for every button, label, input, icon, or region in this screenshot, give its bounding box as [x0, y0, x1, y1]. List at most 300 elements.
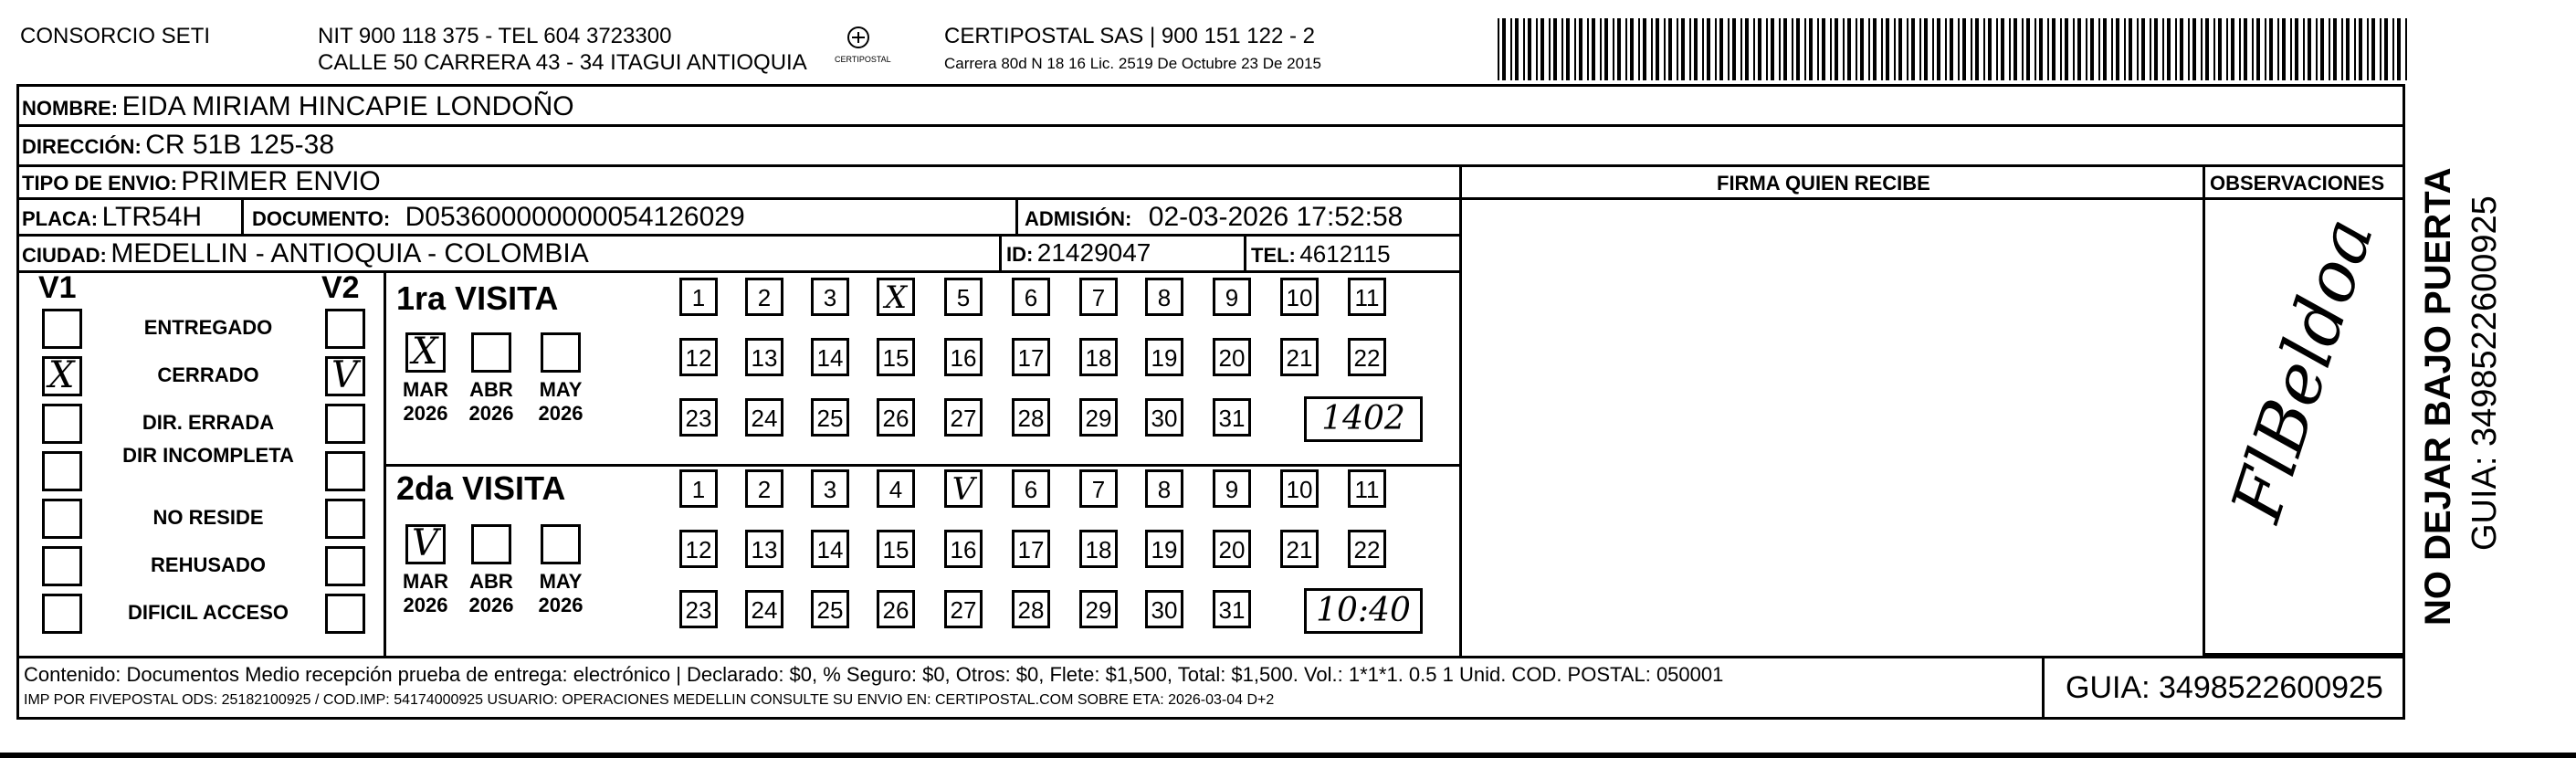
barcode-bar	[1668, 18, 1672, 80]
day-box[interactable]: 26	[877, 590, 915, 628]
day-box-checked[interactable]: V	[944, 469, 983, 508]
month-year: 2026	[538, 402, 584, 425]
day-box[interactable]: 31	[1213, 398, 1251, 437]
day-box[interactable]: 19	[1145, 338, 1183, 376]
barcode-bar	[2333, 18, 2337, 80]
barcode-bar	[2086, 18, 2087, 80]
barcode-bar	[1728, 18, 1730, 80]
signature: FlBeldoa	[2214, 208, 2390, 531]
barcode-bar	[2009, 18, 2011, 80]
month-year: 2026	[538, 594, 584, 616]
barcode-bar	[1868, 18, 1870, 80]
day-box[interactable]: 9	[1213, 469, 1251, 508]
barcode-bar	[2060, 18, 2062, 80]
admision-row	[1025, 202, 1403, 233]
v1-checkbox[interactable]	[42, 309, 82, 349]
direccion-label: DIRECCIÓN:	[22, 135, 142, 158]
day-box[interactable]: 17	[1012, 338, 1050, 376]
barcode-bar	[1604, 18, 1608, 80]
barcode-bar	[2090, 18, 2094, 80]
barcode-bar	[2346, 18, 2350, 80]
day-box[interactable]: 16	[944, 530, 983, 568]
day-box[interactable]: 4	[877, 469, 915, 508]
status-label: CERRADO	[157, 363, 259, 386]
barcode-bar	[2244, 18, 2247, 80]
barcode-bar	[1924, 18, 1928, 80]
month-checkbox[interactable]	[541, 524, 581, 564]
barcode-bar	[2397, 18, 2401, 80]
barcode-bar	[2141, 18, 2145, 80]
row-line	[16, 270, 1459, 273]
barcode-bar	[1702, 18, 1704, 80]
barcode-bar	[2180, 18, 2183, 80]
check-mark: V	[331, 354, 358, 396]
barcode-bar	[2001, 18, 2004, 80]
day-box[interactable]: 29	[1079, 398, 1118, 437]
barcode-bar	[1932, 18, 1934, 80]
footer-contenido: Contenido: Documentos Medio recepción prueba de entrega: electrónico | Declarado: $0, % Seguro: $0, Otros: $0, Flete: $1,500, Total: $1,500. Vol.: 1*1*1. 0.5 1 Unid. COD. POSTAL: 050001	[24, 663, 1724, 686]
time-box[interactable]: 10:40	[1304, 588, 1423, 634]
day-box[interactable]: 23	[679, 590, 718, 628]
col-line	[1015, 197, 1018, 234]
day-box[interactable]: 1	[679, 278, 718, 316]
barcode-bar	[1779, 18, 1781, 80]
barcode-bar	[1651, 18, 1653, 80]
ciudad-label: CIUDAD:	[22, 244, 107, 267]
barcode-bar	[1971, 18, 1972, 80]
barcode-bar	[1856, 18, 1857, 80]
barcode-bar	[2405, 18, 2407, 80]
month-label	[464, 570, 519, 617]
row-line	[16, 234, 1459, 237]
barcode-bar	[1962, 18, 1966, 80]
v1-checkbox[interactable]	[42, 404, 82, 444]
barcode-bar	[1536, 18, 1538, 80]
v1-checkbox[interactable]	[42, 356, 82, 396]
barcode-bar	[1689, 18, 1691, 80]
placa-row	[22, 202, 202, 233]
barcode-bar	[1664, 18, 1666, 80]
barcode-bar	[2213, 18, 2215, 80]
day-box[interactable]: 16	[944, 338, 983, 376]
col-line	[241, 197, 244, 234]
col-line	[1459, 164, 1462, 656]
status-label: REHUSADO	[151, 553, 266, 576]
barcode-bar	[2111, 18, 2113, 80]
barcode-bar	[1587, 18, 1589, 80]
certipostal-logo	[838, 26, 878, 53]
barcode-bar	[1630, 18, 1634, 80]
no-dejar-bajo-puerta: NO DEJAR BAJO PUERTA	[2418, 167, 2458, 626]
tipo-envio-label: TIPO DE ENVIO:	[22, 172, 177, 195]
barcode-bar	[2098, 18, 2100, 80]
footer-guia: GUIA: 3498522600925	[2066, 670, 2383, 705]
barcode-bar	[1740, 18, 1742, 80]
barcode-bar	[1911, 18, 1915, 80]
documento-value: D053600000000054126029	[405, 202, 745, 232]
barcode-bar	[2073, 18, 2075, 80]
col-line	[1244, 234, 1246, 270]
month-name: ABR	[469, 570, 513, 593]
barcode-bar	[1566, 18, 1570, 80]
day-box[interactable]: 26	[877, 398, 915, 437]
day-box[interactable]: 15	[877, 338, 915, 376]
month-checkbox[interactable]	[405, 524, 446, 564]
barcode-bar	[1553, 18, 1557, 80]
day-box[interactable]: 20	[1213, 338, 1251, 376]
day-box[interactable]: 5	[944, 278, 983, 316]
company-name: CONSORCIO SETI	[20, 24, 211, 48]
day-box[interactable]: 8	[1145, 469, 1183, 508]
month-label	[398, 570, 453, 617]
barcode-bar	[2295, 18, 2298, 80]
barcode-bar	[1707, 18, 1710, 80]
barcode-bar	[1950, 18, 1953, 80]
barcode-bar	[2354, 18, 2356, 80]
col-line	[999, 234, 1002, 270]
status-label: NO RESIDE	[152, 506, 264, 529]
barcode-bar	[1843, 18, 1845, 80]
v2-checkbox[interactable]	[325, 451, 365, 491]
row-line	[384, 464, 1459, 467]
barcode-bar	[1681, 18, 1685, 80]
barcode-bar	[1894, 18, 1896, 80]
v1-checkbox[interactable]	[42, 546, 82, 586]
barcode-bar	[2367, 18, 2369, 80]
barcode-bar	[1574, 18, 1576, 80]
barcode-bar	[1830, 18, 1832, 80]
page-edge	[0, 753, 2576, 758]
day-box[interactable]: 12	[679, 530, 718, 568]
barcode-bar	[1975, 18, 1979, 80]
barcode-bar	[2269, 18, 2273, 80]
barcode-bar	[1579, 18, 1582, 80]
day-box[interactable]: 13	[745, 530, 783, 568]
day-box[interactable]: 3	[811, 469, 849, 508]
month-name: MAY	[539, 570, 583, 593]
barcode-bar	[2341, 18, 2343, 80]
barcode-bar	[2256, 18, 2260, 80]
day-box[interactable]: 22	[1348, 530, 1386, 568]
day-box[interactable]: 30	[1145, 590, 1183, 628]
barcode-bar	[2116, 18, 2119, 80]
barcode-bar	[2290, 18, 2292, 80]
id-value: 21429047	[1036, 238, 1151, 267]
month-year: 2026	[468, 594, 514, 616]
month-checkbox[interactable]	[541, 332, 581, 373]
day-box[interactable]: 24	[745, 398, 783, 437]
barcode-bar	[2277, 18, 2279, 80]
documento-label: DOCUMENTO:	[252, 207, 391, 230]
day-box[interactable]: 13	[745, 338, 783, 376]
barcode-bar	[1873, 18, 1877, 80]
month-label	[533, 570, 588, 617]
footer-imp: IMP POR FIVEPOSTAL ODS: 25182100925 / COD.IMP: 54174000925 USUARIO: OPERACIONES MEDELLIN CONSULTE SU ENVIO EN: CERTIPOSTAL.COM SOBRE ETA: 2026-03-04 D+2	[24, 692, 1275, 708]
month-name: MAY	[539, 378, 583, 401]
day-box[interactable]: 7	[1079, 278, 1118, 316]
barcode-bar	[2013, 18, 2017, 80]
barcode-bar	[1540, 18, 1544, 80]
barcode	[1498, 18, 2411, 80]
status-label: ENTREGADO	[143, 316, 273, 339]
placa-label: PLACA:	[22, 207, 99, 230]
day-box[interactable]: 27	[944, 590, 983, 628]
month-label	[464, 378, 519, 426]
row-line	[16, 656, 2405, 658]
check-mark: X	[412, 331, 438, 373]
barcode-bar	[1919, 18, 1921, 80]
certipostal-license: Carrera 80d N 18 16 Lic. 2519 De Octubre 23 De 2015	[944, 55, 1321, 72]
barcode-bar	[1822, 18, 1825, 80]
day-box[interactable]: 22	[1348, 338, 1386, 376]
tel-label: TEL:	[1251, 244, 1296, 267]
month-year: 2026	[403, 402, 448, 425]
day-box[interactable]: 11	[1348, 278, 1386, 316]
v2-checkbox[interactable]	[325, 499, 365, 539]
day-box[interactable]: 25	[811, 398, 849, 437]
observaciones-header: OBSERVACIONES	[2210, 172, 2385, 195]
status-label: DIR INCOMPLETA	[122, 444, 294, 467]
v2-checkbox[interactable]	[325, 594, 365, 634]
barcode-bar	[1694, 18, 1698, 80]
barcode-bar	[2137, 18, 2139, 80]
barcode-bar	[1561, 18, 1563, 80]
barcode-bar	[1502, 18, 1506, 80]
barcode-bar	[1796, 18, 1800, 80]
barcode-bar	[1996, 18, 1998, 80]
day-box[interactable]: 10	[1280, 469, 1319, 508]
v1-header: V1	[38, 270, 77, 305]
ciudad-row	[22, 238, 589, 269]
direccion-row	[22, 130, 334, 161]
barcode-bar	[2252, 18, 2254, 80]
barcode-bar	[1804, 18, 1806, 80]
day-box[interactable]: 7	[1079, 469, 1118, 508]
month-year: 2026	[468, 402, 514, 425]
barcode-bar	[1847, 18, 1851, 80]
month-checkbox[interactable]	[471, 332, 511, 373]
barcode-bar	[2129, 18, 2132, 80]
barcode-bar	[1617, 18, 1621, 80]
barcode-bar	[2265, 18, 2266, 80]
barcode-bar	[2316, 18, 2318, 80]
admision-label: ADMISIÓN:	[1025, 207, 1132, 230]
day-box[interactable]: 8	[1145, 278, 1183, 316]
barcode-bar	[2359, 18, 2362, 80]
day-box[interactable]: 27	[944, 398, 983, 437]
barcode-bar	[2320, 18, 2324, 80]
day-box[interactable]: 14	[811, 338, 849, 376]
barcode-bar	[1677, 18, 1678, 80]
tel-row	[1251, 240, 1391, 268]
barcode-bar	[1753, 18, 1755, 80]
barcode-bar	[1643, 18, 1646, 80]
row-line	[16, 124, 2405, 127]
day-box[interactable]: 29	[1079, 590, 1118, 628]
day-box[interactable]: 31	[1213, 590, 1251, 628]
barcode-bar	[1758, 18, 1761, 80]
month-name: MAR	[402, 378, 449, 401]
day-box[interactable]: 2	[745, 469, 783, 508]
barcode-bar	[1771, 18, 1774, 80]
barcode-bar	[2201, 18, 2203, 80]
day-box[interactable]: 20	[1213, 530, 1251, 568]
barcode-bar	[2371, 18, 2375, 80]
barcode-bar	[2282, 18, 2286, 80]
barcode-bar	[1860, 18, 1864, 80]
nit-line: NIT 900 118 375 - TEL 604 3723300	[318, 24, 672, 48]
barcode-bar	[1549, 18, 1551, 80]
day-box[interactable]: 28	[1012, 590, 1050, 628]
barcode-bar	[2239, 18, 2241, 80]
day-box[interactable]: 21	[1280, 338, 1319, 376]
barcode-bar	[1732, 18, 1736, 80]
day-box[interactable]: 10	[1280, 278, 1319, 316]
barcode-bar	[2103, 18, 2107, 80]
barcode-bar	[2077, 18, 2081, 80]
day-box[interactable]: 19	[1145, 530, 1183, 568]
admision-value: 02-03-2026 17:52:58	[1148, 202, 1404, 232]
barcode-bar	[1715, 18, 1717, 80]
barcode-bar	[1625, 18, 1627, 80]
row-line	[16, 197, 2405, 200]
day-box[interactable]: 14	[811, 530, 849, 568]
time-box[interactable]: 1402	[1304, 396, 1423, 442]
v1-checkbox[interactable]	[42, 594, 82, 634]
barcode-bar	[1881, 18, 1883, 80]
day-box[interactable]: 21	[1280, 530, 1319, 568]
barcode-bar	[2154, 18, 2158, 80]
barcode-bar	[1835, 18, 1838, 80]
documento-row	[252, 202, 745, 233]
barcode-bar	[2047, 18, 2049, 80]
day-box[interactable]: 30	[1145, 398, 1183, 437]
v2-checkbox[interactable]	[325, 309, 365, 349]
v1-checkbox[interactable]	[42, 451, 82, 491]
barcode-bar	[2150, 18, 2151, 80]
visit2-title: 2da VISITA	[396, 469, 566, 507]
day-box[interactable]: 15	[877, 530, 915, 568]
day-box[interactable]: 18	[1079, 530, 1118, 568]
day-box[interactable]: 1	[679, 469, 718, 508]
col-line	[2042, 656, 2045, 720]
tipo-envio-value: PRIMER ENVIO	[181, 166, 381, 196]
day-box[interactable]: 11	[1348, 469, 1386, 508]
barcode-bar	[1766, 18, 1768, 80]
day-box[interactable]: 3	[811, 278, 849, 316]
tipo-envio-row	[22, 166, 381, 197]
barcode-bar	[2035, 18, 2036, 80]
visit1-title: 1ra VISITA	[396, 279, 559, 317]
barcode-bar	[2022, 18, 2024, 80]
barcode-bar	[2226, 18, 2228, 80]
barcode-bar	[2218, 18, 2222, 80]
day-box[interactable]: 12	[679, 338, 718, 376]
barcode-bar	[1988, 18, 1992, 80]
day-box[interactable]: 24	[745, 590, 783, 628]
nombre-row	[22, 91, 574, 122]
barcode-bar	[1945, 18, 1947, 80]
logo-text: CERTIPOSTAL	[835, 55, 891, 64]
barcode-bar	[2052, 18, 2056, 80]
status-label: DIFICIL ACCESO	[127, 601, 289, 624]
barcode-bar	[1592, 18, 1595, 80]
status-label: DIR. ERRADA	[142, 411, 275, 434]
check-mark: X	[48, 354, 75, 396]
day-box[interactable]: 28	[1012, 398, 1050, 437]
barcode-bar	[2303, 18, 2305, 80]
day-box[interactable]: 23	[679, 398, 718, 437]
nombre-label: NOMBRE:	[22, 97, 119, 120]
barcode-bar	[1528, 18, 1531, 80]
barcode-bar	[1886, 18, 1889, 80]
v1-checkbox[interactable]	[42, 499, 82, 539]
barcode-bar	[2205, 18, 2209, 80]
barcode-bar	[2192, 18, 2196, 80]
barcode-bar	[1515, 18, 1519, 80]
placa-value: LTR54H	[101, 202, 203, 232]
month-label	[533, 378, 588, 426]
day-box[interactable]: 9	[1213, 278, 1251, 316]
tel-value: 4612115	[1299, 240, 1391, 268]
nombre-value: EIDA MIRIAM HINCAPIE LONDOÑO	[121, 91, 574, 121]
barcode-bar	[1510, 18, 1512, 80]
barcode-bar	[2329, 18, 2330, 80]
barcode-bar	[1719, 18, 1723, 80]
v2-checkbox[interactable]	[325, 356, 365, 396]
barcode-bar	[2231, 18, 2234, 80]
id-row	[1006, 238, 1151, 268]
day-box[interactable]: 17	[1012, 530, 1050, 568]
barcode-bar	[2175, 18, 2177, 80]
barcode-bar	[1656, 18, 1659, 80]
side-guia: GUIA: 3498522600925	[2466, 195, 2504, 551]
day-box[interactable]: 2	[745, 278, 783, 316]
v2-checkbox[interactable]	[325, 546, 365, 586]
day-box[interactable]: 6	[1012, 278, 1050, 316]
day-box[interactable]: 6	[1012, 469, 1050, 508]
barcode-bar	[1523, 18, 1525, 80]
month-checkbox[interactable]	[405, 332, 446, 373]
barcode-bar	[2026, 18, 2030, 80]
day-box-checked[interactable]: X	[877, 278, 915, 316]
day-box[interactable]: 18	[1079, 338, 1118, 376]
barcode-bar	[2384, 18, 2388, 80]
v2-checkbox[interactable]	[325, 404, 365, 444]
barcode-bar	[2380, 18, 2381, 80]
certipostal-line: CERTIPOSTAL SAS | 900 151 122 - 2	[944, 24, 1315, 48]
month-checkbox[interactable]	[471, 524, 511, 564]
direccion-value: CR 51B 125-38	[145, 130, 335, 160]
address-line: CALLE 50 CARRERA 43 - 34 ITAGUI ANTIOQUIA	[318, 50, 807, 75]
col-line	[384, 270, 386, 656]
barcode-bar	[1600, 18, 1602, 80]
barcode-bar	[2124, 18, 2126, 80]
ciudad-value: MEDELLIN - ANTIOQUIA - COLOMBIA	[110, 238, 589, 268]
barcode-bar	[1907, 18, 1908, 80]
barcode-bar	[2167, 18, 2171, 80]
barcode-bar	[1809, 18, 1813, 80]
barcode-bar	[1638, 18, 1640, 80]
barcode-bar	[1937, 18, 1940, 80]
barcode-bar	[1792, 18, 1793, 80]
barcode-bar	[1983, 18, 1985, 80]
barcode-bar	[1498, 18, 1499, 80]
day-box[interactable]: 25	[811, 590, 849, 628]
barcode-bar	[2188, 18, 2190, 80]
month-year: 2026	[403, 594, 448, 616]
barcode-bar	[1613, 18, 1614, 80]
